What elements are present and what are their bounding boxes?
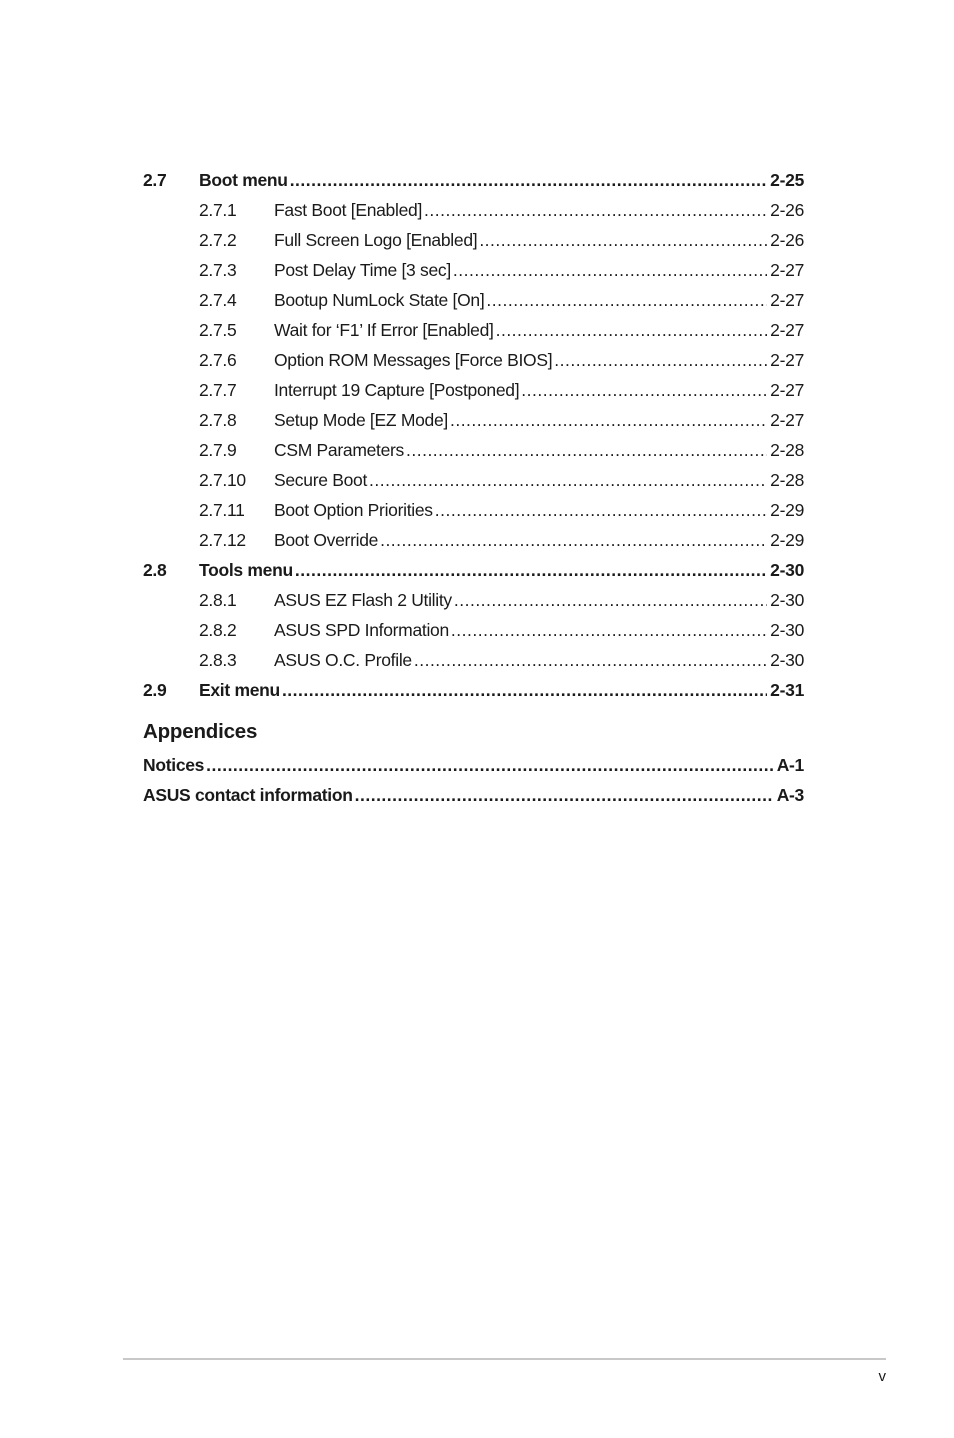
toc-entry-number: 2.7.4 <box>199 289 237 310</box>
appendix-entry-page: A-3 <box>776 785 804 805</box>
toc-entry-number: 2.7.11 <box>199 499 245 520</box>
dot-leader <box>380 530 767 551</box>
dot-leader <box>451 620 767 641</box>
toc-entry-page: 2-29 <box>770 529 804 550</box>
toc-entry-page: 2-30 <box>770 589 804 610</box>
toc-entry-page: 2-28 <box>770 469 804 490</box>
toc-entry-number: 2.7.9 <box>199 439 237 460</box>
toc-entry-number: 2.7.2 <box>199 229 237 250</box>
toc-subsection-entry[interactable] <box>143 525 804 555</box>
toc-entry-page: 2-26 <box>770 229 804 250</box>
toc-entry-number: 2.7.12 <box>199 529 246 550</box>
toc-entry-page: 2-27 <box>770 349 804 370</box>
toc-entry-number: 2.8.2 <box>199 619 237 640</box>
toc-subsection-entry[interactable] <box>143 375 804 405</box>
toc-entry-line <box>274 620 804 641</box>
dot-leader <box>486 290 767 311</box>
appendix-entry-page: A-1 <box>776 755 804 775</box>
toc-entry-title: Bootup NumLock State [On] <box>274 289 485 310</box>
toc-entry-page: 2-26 <box>770 199 804 220</box>
toc-entry-page: 2-31 <box>770 679 804 700</box>
toc-entry-title: ASUS O.C. Profile <box>274 649 412 670</box>
toc-subsection-entry[interactable] <box>143 465 804 495</box>
toc-subsection-entry[interactable] <box>143 405 804 435</box>
toc-entry-line <box>199 170 804 191</box>
toc-entry-line <box>274 500 804 521</box>
toc-entry-line <box>274 470 804 491</box>
toc-subsection-entry[interactable] <box>143 495 804 525</box>
dot-leader <box>355 780 774 810</box>
dot-leader <box>282 680 767 701</box>
appendix-entry-title: ASUS contact information <box>143 785 353 805</box>
toc-entry-page: 2-29 <box>770 499 804 520</box>
toc-entry-title: Post Delay Time [3 sec] <box>274 259 451 280</box>
toc-entry-title: Boot menu <box>199 169 288 190</box>
toc-entry-number: 2.8.3 <box>199 649 237 670</box>
page-number: v <box>878 1368 886 1385</box>
toc-entry-line <box>274 530 804 551</box>
dot-leader <box>496 320 768 341</box>
toc-entry-number: 2.7.10 <box>199 469 246 490</box>
toc-entry-page: 2-27 <box>770 289 804 310</box>
toc-entry-number: 2.7.3 <box>199 259 237 280</box>
dot-leader <box>454 590 767 611</box>
toc-entry-number: 2.8 <box>143 559 167 580</box>
toc-entry-number: 2.7.8 <box>199 409 237 430</box>
appendix-entry[interactable] <box>143 750 804 780</box>
toc-entry-page: 2-27 <box>770 409 804 430</box>
toc-entry-title: Interrupt 19 Capture [Postponed] <box>274 379 520 400</box>
toc-entry-number: 2.7.6 <box>199 349 237 370</box>
dot-leader <box>414 650 767 671</box>
toc-entry-title: Secure Boot <box>274 469 368 490</box>
table-of-contents <box>143 165 804 705</box>
toc-subsection-entry[interactable] <box>143 435 804 465</box>
toc-entry-number: 2.7.7 <box>199 379 237 400</box>
toc-entry-title: Fast Boot [Enabled] <box>274 199 423 220</box>
toc-entry-line <box>274 440 804 461</box>
toc-entry-number: 2.7.5 <box>199 319 237 340</box>
toc-entry-number: 2.9 <box>143 679 167 700</box>
toc-entry-title: ASUS SPD Information <box>274 619 449 640</box>
toc-subsection-entry[interactable] <box>143 645 804 675</box>
toc-entry-page: 2-28 <box>770 439 804 460</box>
toc-entry-line <box>274 350 804 371</box>
toc-entry-title: Boot Option Priorities <box>274 499 433 520</box>
dot-leader <box>290 170 767 191</box>
appendix-list <box>143 750 804 810</box>
dot-leader <box>554 350 767 371</box>
toc-subsection-entry[interactable] <box>143 315 804 345</box>
toc-section-entry[interactable] <box>143 675 804 705</box>
toc-entry-line <box>274 200 804 221</box>
toc-entry-page: 2-30 <box>770 649 804 670</box>
toc-entry-title: Boot Override <box>274 529 379 550</box>
dot-leader <box>453 260 767 281</box>
dot-leader <box>450 410 767 431</box>
toc-entry-page: 2-30 <box>770 619 804 640</box>
toc-subsection-entry[interactable] <box>143 345 804 375</box>
toc-subsection-entry[interactable] <box>143 285 804 315</box>
toc-section-entry[interactable] <box>143 555 804 585</box>
toc-entry-title: CSM Parameters <box>274 439 404 460</box>
toc-entry-line <box>274 260 804 281</box>
dot-leader <box>369 470 767 491</box>
toc-entry-number: 2.8.1 <box>199 589 237 610</box>
toc-entry-line <box>199 560 804 581</box>
dot-leader <box>206 750 774 780</box>
toc-entry-page: 2-27 <box>770 319 804 340</box>
toc-entry-line <box>274 290 804 311</box>
toc-entry-line <box>274 380 804 401</box>
toc-subsection-entry[interactable] <box>143 195 804 225</box>
dot-leader <box>406 440 767 461</box>
toc-entry-title: Option ROM Messages [Force BIOS] <box>274 349 553 370</box>
toc-entry-page: 2-27 <box>770 379 804 400</box>
dot-leader <box>479 230 767 251</box>
toc-entry-page: 2-25 <box>770 169 804 190</box>
footer-divider <box>123 1358 886 1360</box>
toc-subsection-entry[interactable] <box>143 615 804 645</box>
toc-section-entry[interactable] <box>143 165 804 195</box>
appendix-entry[interactable] <box>143 780 804 810</box>
toc-subsection-entry[interactable] <box>143 255 804 285</box>
toc-entry-line <box>274 230 804 251</box>
dot-leader <box>295 560 767 581</box>
toc-entry-title: Setup Mode [EZ Mode] <box>274 409 448 430</box>
toc-entry-title: Tools menu <box>199 559 293 580</box>
toc-entry-line <box>199 680 804 701</box>
toc-entry-line <box>274 650 804 671</box>
toc-entry-line <box>274 590 804 611</box>
toc-entry-page: 2-27 <box>770 259 804 280</box>
toc-entry-title: ASUS EZ Flash 2 Utility <box>274 589 452 610</box>
appendices-heading: Appendices <box>143 720 258 743</box>
toc-subsection-entry[interactable] <box>143 585 804 615</box>
toc-entry-number: 2.7.1 <box>199 199 237 220</box>
dot-leader <box>435 500 767 521</box>
dot-leader <box>424 200 767 221</box>
toc-entry-title: Exit menu <box>199 679 280 700</box>
toc-entry-number: 2.7 <box>143 169 167 190</box>
toc-entry-title: Wait for ‘F1’ If Error [Enabled] <box>274 319 494 340</box>
toc-entry-page: 2-30 <box>770 559 804 580</box>
appendix-entry-title: Notices <box>143 755 205 775</box>
toc-subsection-entry[interactable] <box>143 225 804 255</box>
dot-leader <box>521 380 767 401</box>
toc-entry-line <box>274 320 804 341</box>
toc-entry-title: Full Screen Logo [Enabled] <box>274 229 478 250</box>
toc-entry-line <box>274 410 804 431</box>
